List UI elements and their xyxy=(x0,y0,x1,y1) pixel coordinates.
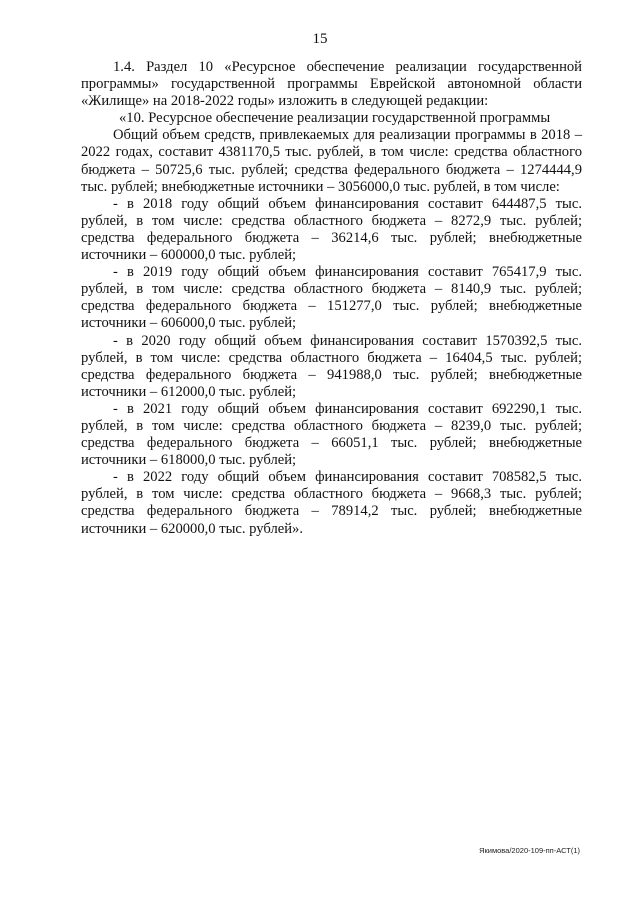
page-number: 15 xyxy=(312,31,328,47)
amendment-paragraph: 1.4. Раздел 10 «Ресурсное обеспечение реализации государственной программы» государственной программы Еврейской автономной области «Жилище» на 2018-2022 годы» изложить в следующей редакции: xyxy=(81,59,582,110)
funding-2022-item: - в 2022 году общий объем финансирования составит 708582,5 тыс. рублей, в том числе: средства областного бюджета – 9668,3 тыс. рублей; средства федерального бюджета – 78914,2 тыс. рублей; внебюджетные источники – 620000,0 тыс. рублей». xyxy=(81,469,582,537)
funding-2019-item: - в 2019 году общий объем финансирования составит 765417,9 тыс. рублей, в том числе: средства областного бюджета – 8140,9 тыс. рублей; средства федерального бюджета – 151277,0 тыс. рублей; внебюджетные источники – 606000,0 тыс. рублей; xyxy=(81,264,582,332)
document-footer-code: Якимова/2020-109-пп-АСТ(1) xyxy=(479,846,580,855)
funding-2018-item: - в 2018 году общий объем финансирования составит 644487,5 тыс. рублей, в том числе: средства областного бюджета – 8272,9 тыс. рублей; средства федерального бюджета – 36214,6 тыс. рублей; внебюджетные источники – 600000,0 тыс. рублей; xyxy=(81,195,582,264)
section-heading: «10. Ресурсное обеспечение реализации государственной программы xyxy=(119,110,551,127)
funding-2020-item: - в 2020 году общий объем финансирования составит 1570392,5 тыс. рублей, в том числе: средства областного бюджета – 16404,5 тыс. рублей; средства федерального бюджета – 941988,0 тыс. рублей; внебюджетные источники – 612000,0 тыс. рублей; xyxy=(81,332,582,400)
document-body xyxy=(81,59,582,538)
funding-total-paragraph: Общий объем средств, привлекаемых для реализации программы в 2018 – 2022 годах, составит 4381170,5 тыс. рублей, в том числе: средства областного бюджета – 50725,6 тыс. рублей; средства федерального бюджета – 1274444,9 тыс. рублей; внебюджетные источники – 3056000,0 тыс. рублей, в том числе: xyxy=(81,127,582,195)
funding-2021-item: - в 2021 году общий объем финансирования составит 692290,1 тыс. рублей, в том числе: средства областного бюджета – 8239,0 тыс. рублей; средства федерального бюджета – 66051,1 тыс. рублей; внебюджетные источники – 618000,0 тыс. рублей; xyxy=(81,400,582,469)
